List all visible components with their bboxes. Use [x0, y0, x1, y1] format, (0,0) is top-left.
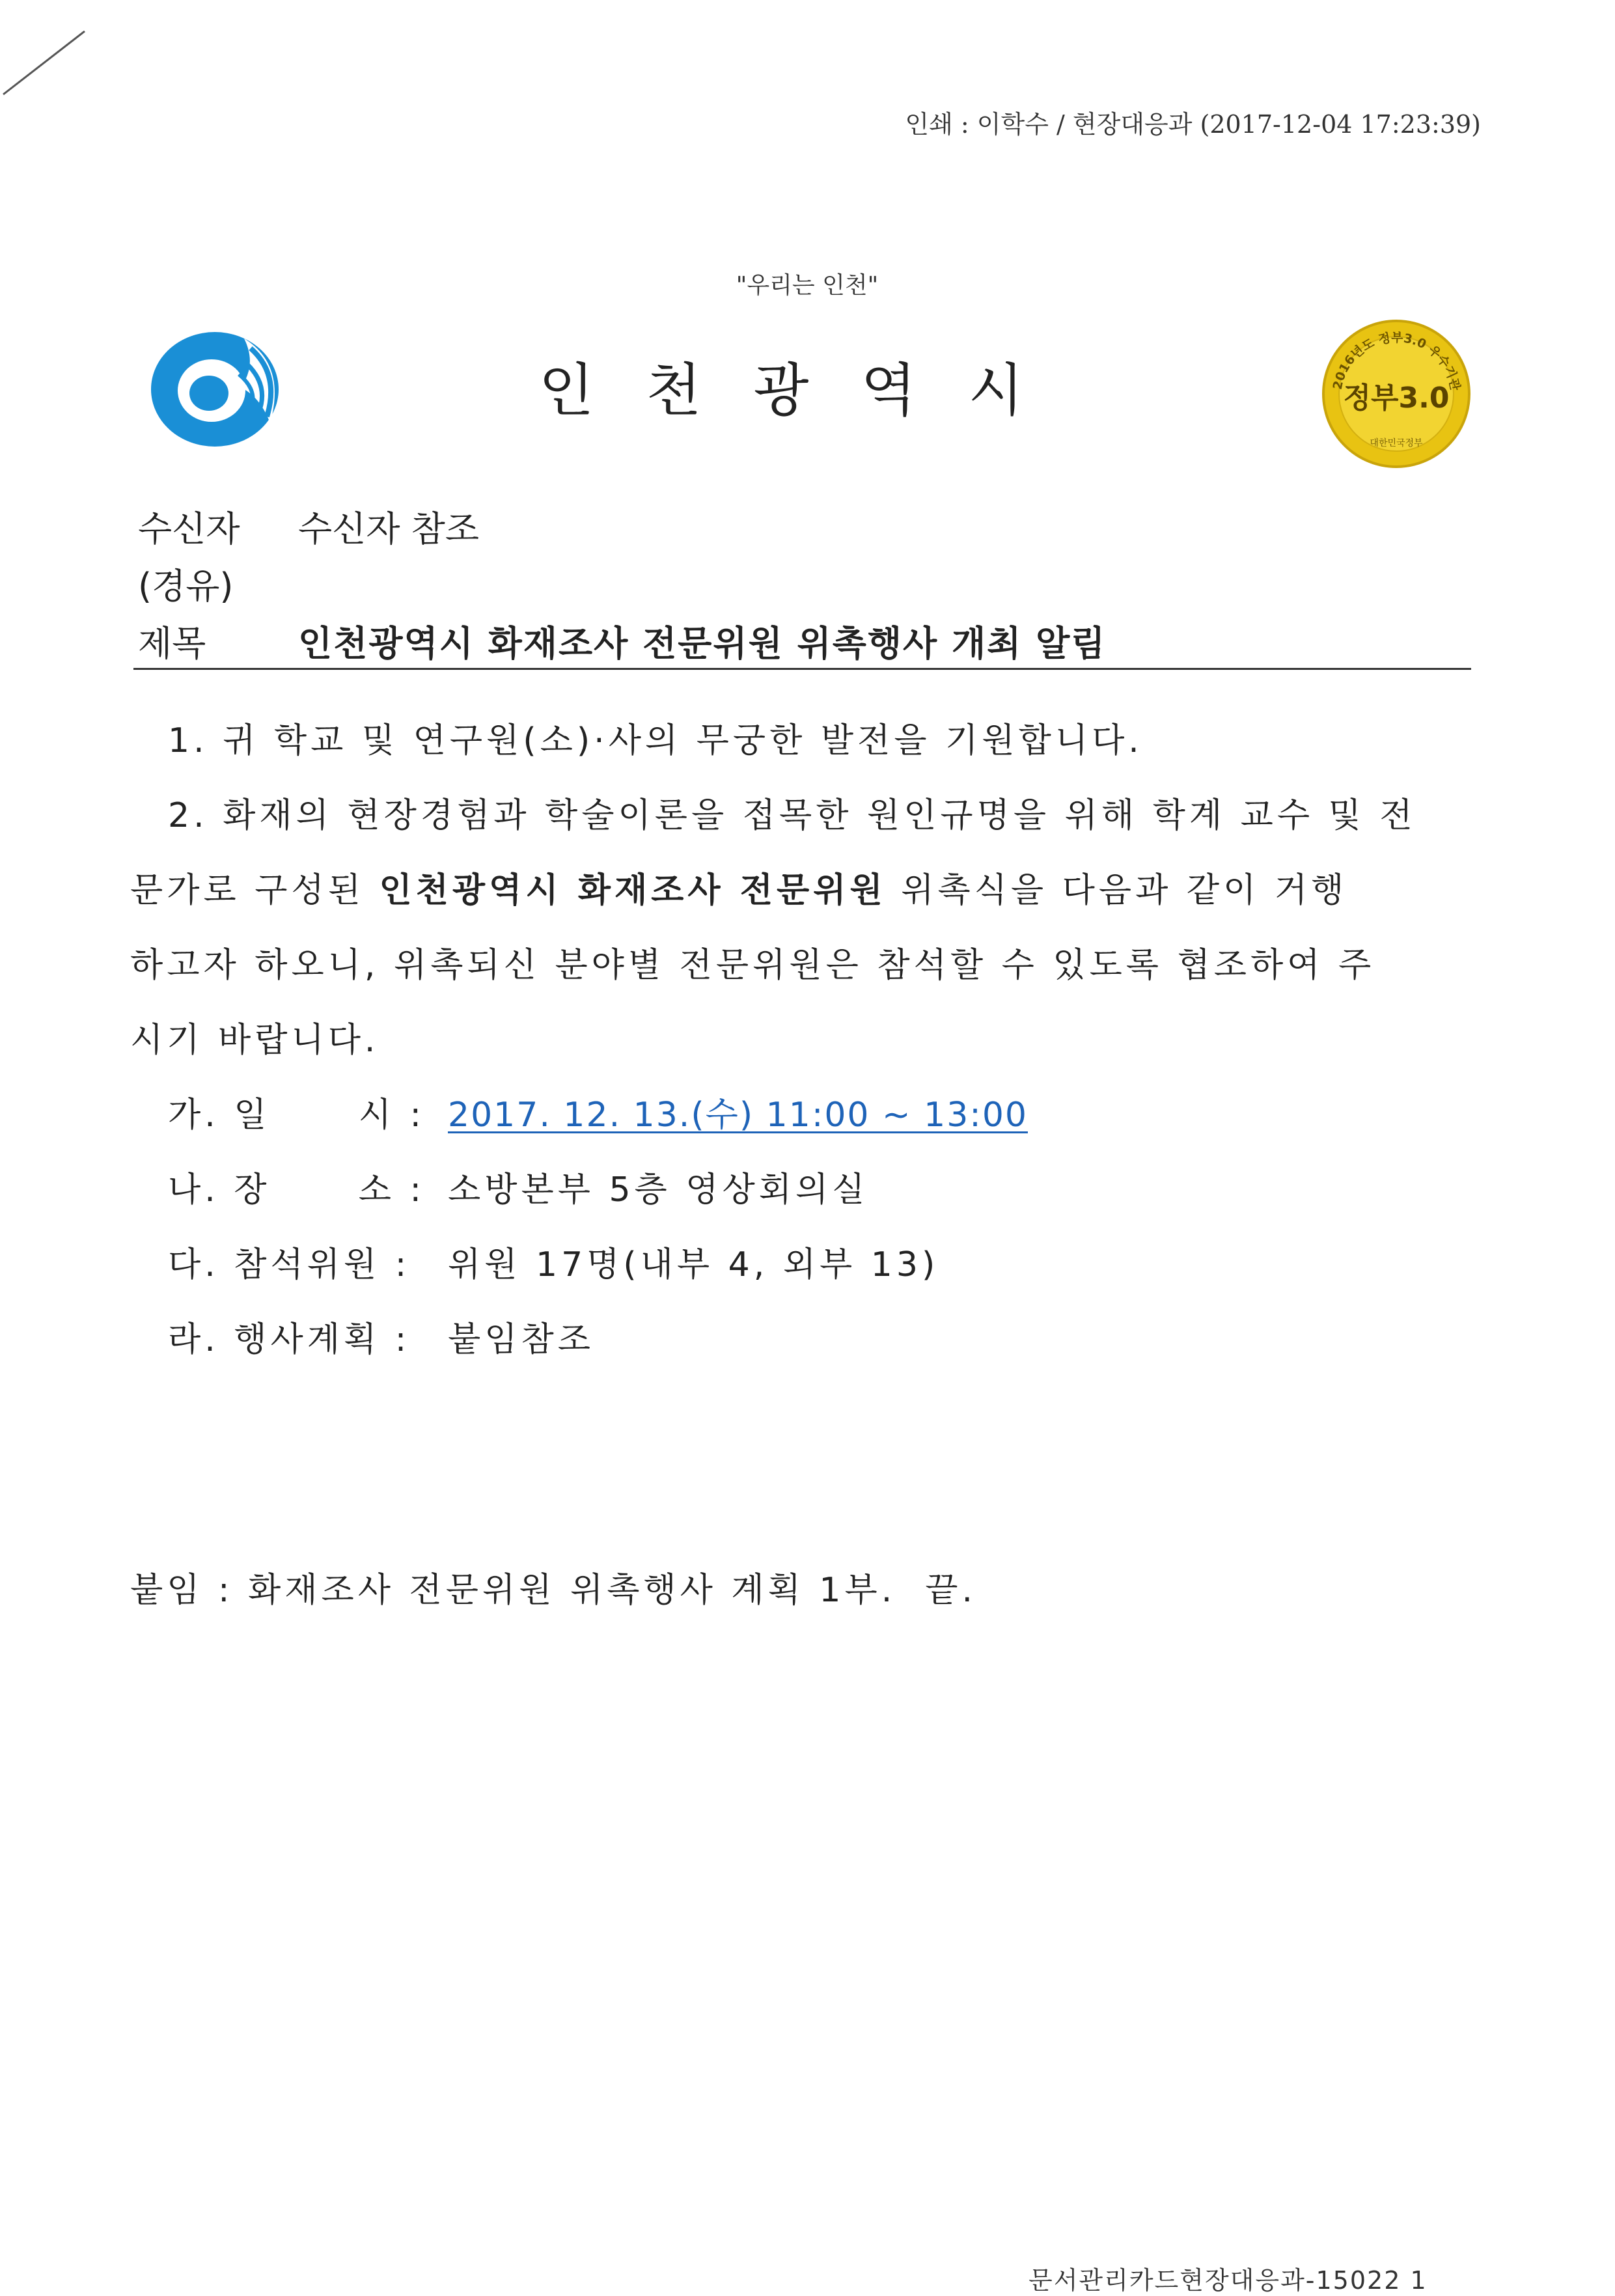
- detail-date-label: 가. 일 시 :: [168, 1096, 425, 1135]
- paragraph-2-line-1: 2. 화재의 현장경험과 학술이론을 접목한 원인규명을 위해 학계 교수 및 전: [168, 796, 1416, 835]
- recipient-label: 수신자: [138, 508, 240, 549]
- attachment-line: 붙임 : 화재조사 전문위원 위촉행사 계획 1부. 끝.: [130, 1571, 977, 1610]
- recipient-value: 수신자 참조: [298, 508, 479, 549]
- detail-plan-label: 라. 행사계획 :: [168, 1320, 411, 1359]
- print-info: 인쇄 : 이학수 / 현장대응과 (2017-12-04 17:23:39): [905, 110, 1481, 139]
- badge-bottom-text: 대한민국정부: [1370, 438, 1423, 449]
- badge-ring-text: 2016년도 정부3.0 우수기관: [1330, 330, 1463, 392]
- slogan: "우리는 인천": [736, 272, 879, 299]
- paragraph-2-line-2a: 문가로 구성된: [130, 871, 365, 910]
- paragraph-2-line-2: [130, 863, 1347, 911]
- paragraph-2-line-4: 시기 바랍니다.: [130, 1021, 380, 1060]
- via-label: (경유): [138, 566, 234, 607]
- org-title: 인천광역시: [538, 357, 1076, 424]
- header-divider: [133, 668, 1471, 670]
- paragraph-1: 1. 귀 학교 및 연구원(소)·사의 무궁한 발전을 기원합니다.: [168, 721, 1143, 760]
- subject-value: 인천광역시 화재조사 전문위원 위촉행사 개최 알림: [298, 623, 1107, 664]
- detail-attendees-value: 위원 17명(내부 4, 외부 13): [448, 1245, 939, 1284]
- document-footer: 문서관리카드현장대응과-15022 1: [1028, 2266, 1428, 2295]
- paragraph-2-line-3: 하고자 하오니, 위촉되신 분야별 전문위원은 참석할 수 있도록 협조하여 주: [130, 946, 1375, 985]
- scan-mark: [0, 26, 91, 104]
- detail-place-label: 나. 장 소 :: [168, 1170, 425, 1210]
- detail-attendees-label: 다. 참석위원 :: [168, 1245, 411, 1284]
- detail-plan-value: 붙임참조: [448, 1320, 594, 1359]
- detail-place-value: 소방본부 5층 영상회의실: [448, 1170, 869, 1210]
- paragraph-2-line-2b: 위촉식을 다음과 같이 거행: [901, 871, 1348, 910]
- gov-award-badge-icon: [1315, 312, 1478, 469]
- badge-center-text: 정부3.0: [1343, 381, 1450, 415]
- subject-label: 제목: [138, 623, 206, 664]
- detail-date-value[interactable]: 2017. 12. 13.(수) 11:00 ~ 13:00: [448, 1096, 1028, 1135]
- committee-name: 인천광역시 화재조사 전문위원: [379, 871, 887, 910]
- incheon-logo-icon: [146, 325, 286, 449]
